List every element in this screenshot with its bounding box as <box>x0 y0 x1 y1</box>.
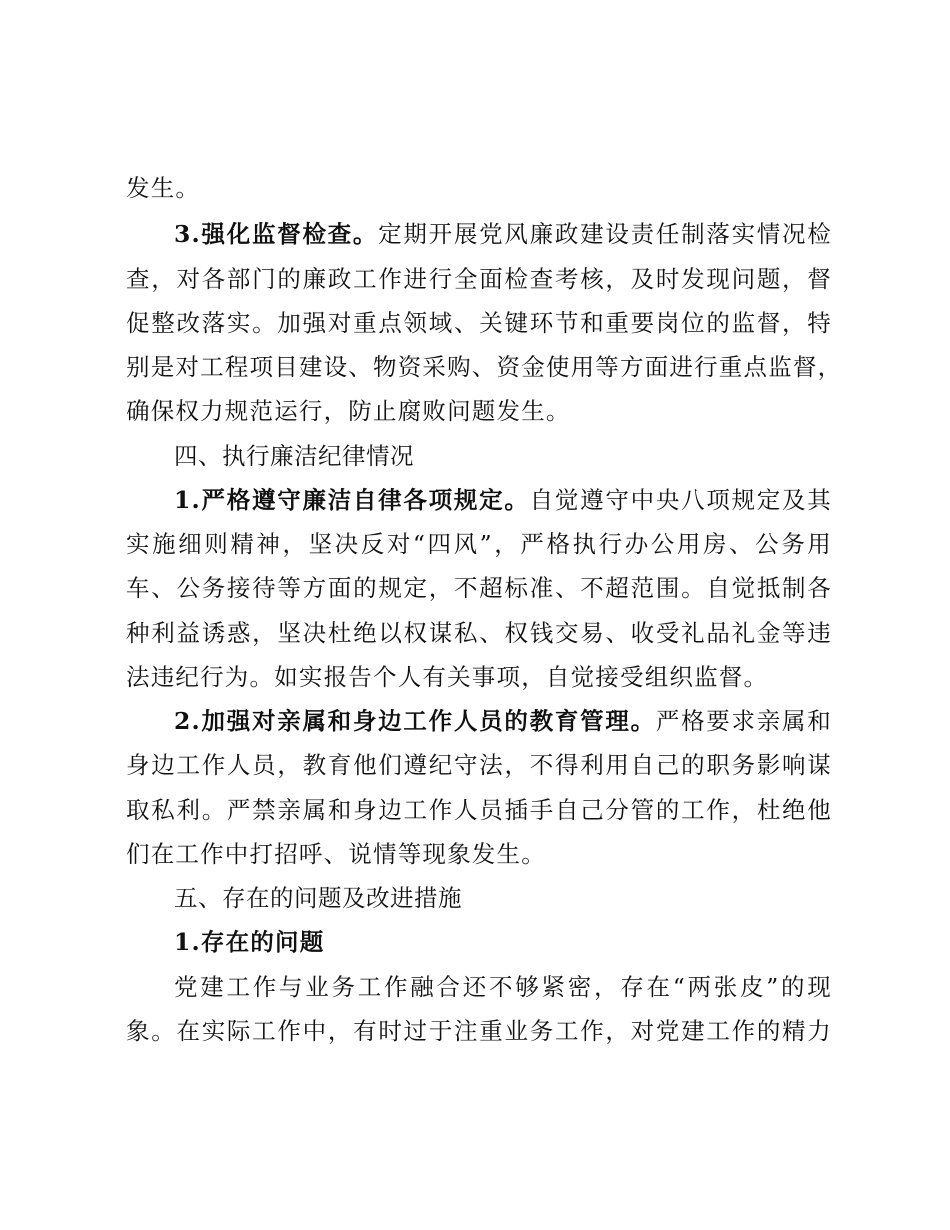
section-heading: 五、存在的问题及改进措施 <box>174 884 462 912</box>
paragraph-lead-heading: 2.加强对亲属和身边工作人员的教育管理。 <box>174 707 656 735</box>
paragraph-line: 们在工作中打招呼、说情等现象发生。 <box>126 840 546 868</box>
paragraph-line: 取私利。严禁亲属和身边工作人员插手自己分管的工作，杜绝他 <box>126 796 832 824</box>
paragraph-first-line <box>174 216 832 252</box>
paragraph-line: 身边工作人员，教育他们遵纪守法，不得利用自己的职务影响谋 <box>126 751 832 779</box>
paragraph-line: 象。在实际工作中，有时过于注重业务工作，对党建工作的精力 <box>126 1017 832 1045</box>
paragraph-line: 别是对工程项目建设、物资采购、资金使用等方面进行重点监督， <box>126 353 843 381</box>
section-heading: 四、执行廉洁纪律情况 <box>174 442 414 470</box>
paragraph-line: 查，对各部门的廉政工作进行全面检查考核，及时发现问题，督 <box>126 265 832 293</box>
paragraph-line: 促整改落实。加强对重点领域、关键环节和重要岗位的监督，特 <box>126 309 832 337</box>
paragraph-first-line: 党建工作与业务工作融合还不够紧密，存在“两张皮”的现 <box>174 973 832 1001</box>
paragraph-first-line <box>174 703 832 739</box>
paragraph-text: 自觉遵守中央八项规定及其 <box>529 486 832 514</box>
paragraph-line: 法违纪行为。如实报告个人有关事项，自觉接受组织监督。 <box>126 663 769 691</box>
paragraph-text: 定期开展党风廉政建设责任制落实情况检 <box>378 220 832 248</box>
paragraph-line: 车、公务接待等方面的规定，不超标准、不超范围。自觉抵制各 <box>126 574 832 602</box>
paragraph-first-line <box>174 482 832 518</box>
paragraph-line: 实施细则精神，坚决反对“四风”，严格执行办公用房、公务用 <box>126 530 832 558</box>
paragraph-text: 严格要求亲属和 <box>655 707 832 735</box>
subsection-heading: 1.存在的问题 <box>174 928 325 956</box>
paragraph-lead-heading: 1.严格遵守廉洁自律各项规定。 <box>174 486 530 514</box>
paragraph-lead-heading: 3.强化监督检查。 <box>174 220 379 248</box>
paragraph-line: 种利益诱惑，坚决杜绝以权谋私、权钱交易、收受礼品礼金等违 <box>126 619 832 647</box>
paragraph-line: 确保权力规范运行，防止腐败问题发生。 <box>126 397 571 425</box>
paragraph-line: 发生。 <box>126 174 201 202</box>
